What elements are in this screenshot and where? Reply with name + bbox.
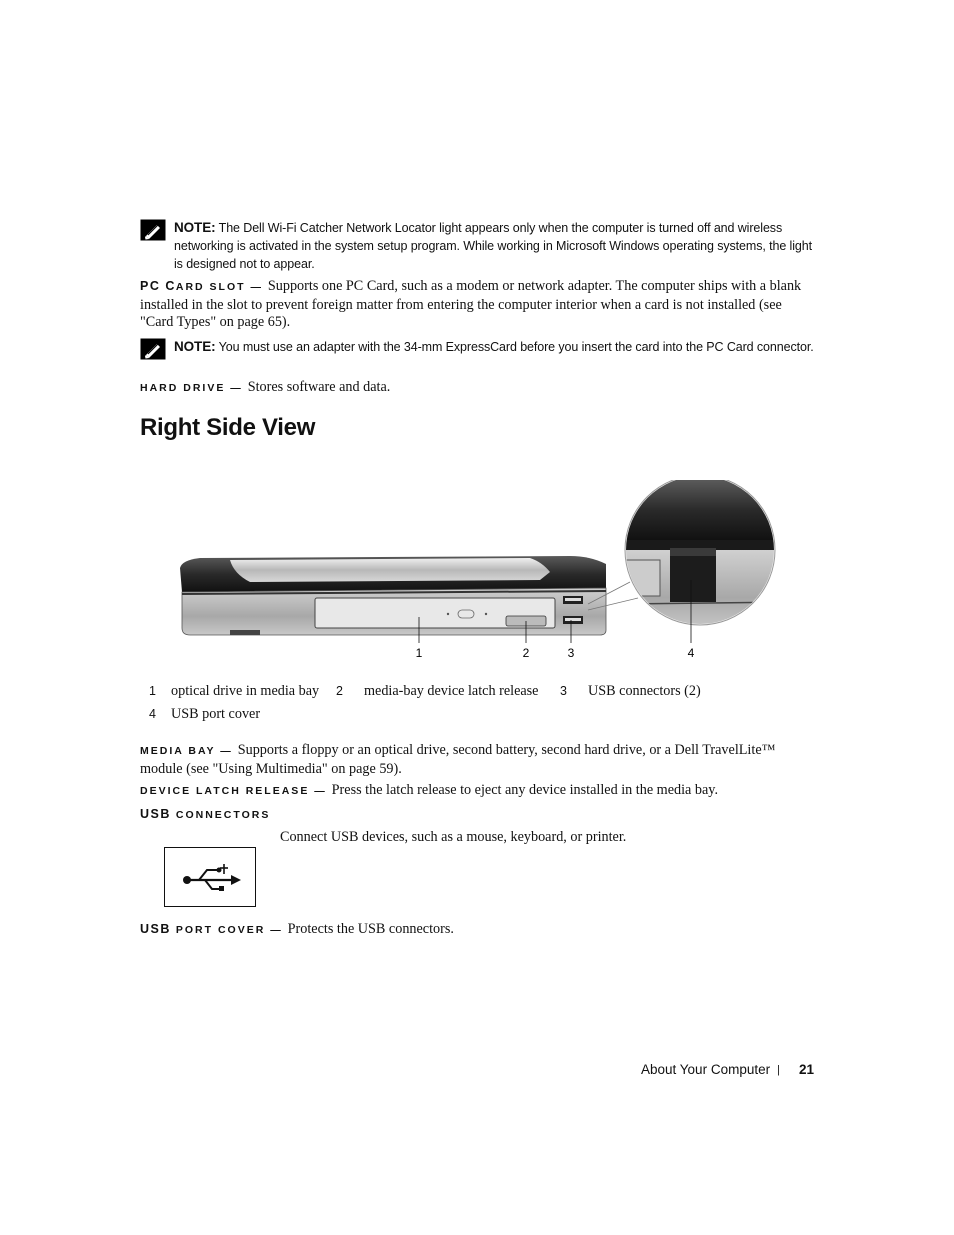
laptop-lid [180, 556, 606, 592]
section-heading: Right Side View [140, 414, 316, 441]
legend-label: USB connectors (2) [588, 683, 701, 699]
pc-card-text: Supports one PC Card, such as a modem or network adapter. The computer ships with a blank installed in the slot to prevent foreign matter from entering the computer interior when a card is not installed (see "Card Types" on page 65). [140, 278, 802, 330]
latch-release-paragraph [140, 782, 815, 801]
note-body: The Dell Wi-Fi Catcher Network Locator light appears only when the computer is turned off and wireless networking is activated in the system setup program. While working in Microsoft Windows operating systems, the light is designed not to appear. [174, 221, 812, 271]
term-latch-release: DEVICE LATCH RELEASE [140, 785, 310, 797]
zoom-detail [620, 480, 782, 630]
pc-card-slot-paragraph [140, 278, 815, 332]
term-hard-drive: HARD DRIVE [140, 382, 226, 394]
note-label: NOTE: [174, 339, 216, 354]
legend-number: 4 [149, 707, 156, 721]
legend-label: media-bay device latch release [364, 683, 539, 699]
legend-number: 1 [149, 684, 156, 698]
term-usb-a: USB [140, 807, 176, 821]
footer-separator: | [777, 1064, 780, 1076]
usb-port-cover-paragraph [140, 921, 815, 940]
term-pc-card-b: ARD SLOT [175, 281, 246, 293]
figure-callout-4: 4 [687, 646, 695, 660]
usb-connectors-heading [140, 806, 815, 825]
media-bay-paragraph [140, 742, 790, 778]
term-usb-a: USB [140, 922, 176, 936]
hard-drive-paragraph [140, 379, 815, 398]
term-media-bay: MEDIA BAY [140, 745, 216, 757]
term-dash: — [225, 382, 248, 394]
figure-callout-2: 2 [522, 646, 530, 660]
usb-connectors-text: Connect USB devices, such as a mouse, keyboard, or printer. [280, 829, 627, 845]
legend-number: 2 [336, 684, 343, 698]
term-pc-card-a: PC C [140, 279, 176, 293]
usb-port-cover [670, 548, 716, 602]
term-usb-port-cover-b: PORT COVER [175, 924, 266, 936]
term-dash: — [265, 924, 288, 936]
note-expresscard [140, 338, 820, 356]
note-pencil-icon [140, 219, 166, 241]
right-side-view-figure [170, 480, 782, 665]
usb-icon [165, 848, 257, 908]
legend-number: 3 [560, 684, 567, 698]
term-dash: — [245, 281, 268, 293]
usb-port-cover-text: Protects the USB connectors. [287, 921, 454, 937]
latch-release-text: Press the latch release to eject any device installed in the media bay. [331, 782, 718, 798]
media-bay-text: Supports a floppy or an optical drive, second battery, second hard drive, or a Dell TravelLite™ module (see "Using Multimedia" on page 59). [140, 742, 776, 777]
figure-callout-3: 3 [567, 646, 575, 660]
legend-label: USB port cover [171, 706, 261, 722]
note-label: NOTE: [174, 220, 216, 235]
note-pencil-icon [140, 338, 166, 360]
term-dash: — [215, 745, 238, 757]
hard-drive-text: Stores software and data. [247, 379, 391, 395]
page-number: 21 [799, 1062, 815, 1077]
term-dash: — [309, 785, 332, 797]
term-usb-connectors-b: CONNECTORS [175, 809, 271, 821]
note-wifi-catcher [140, 219, 820, 273]
legend-label: optical drive in media bay [171, 683, 320, 699]
note-body: You must use an adapter with the 34-mm ExpressCard before you insert the card into the PC Card connector. [218, 340, 814, 354]
figure-callout-1: 1 [415, 646, 423, 660]
usb-symbol-box [164, 847, 256, 907]
footer-section-title: About Your Computer [641, 1062, 771, 1077]
